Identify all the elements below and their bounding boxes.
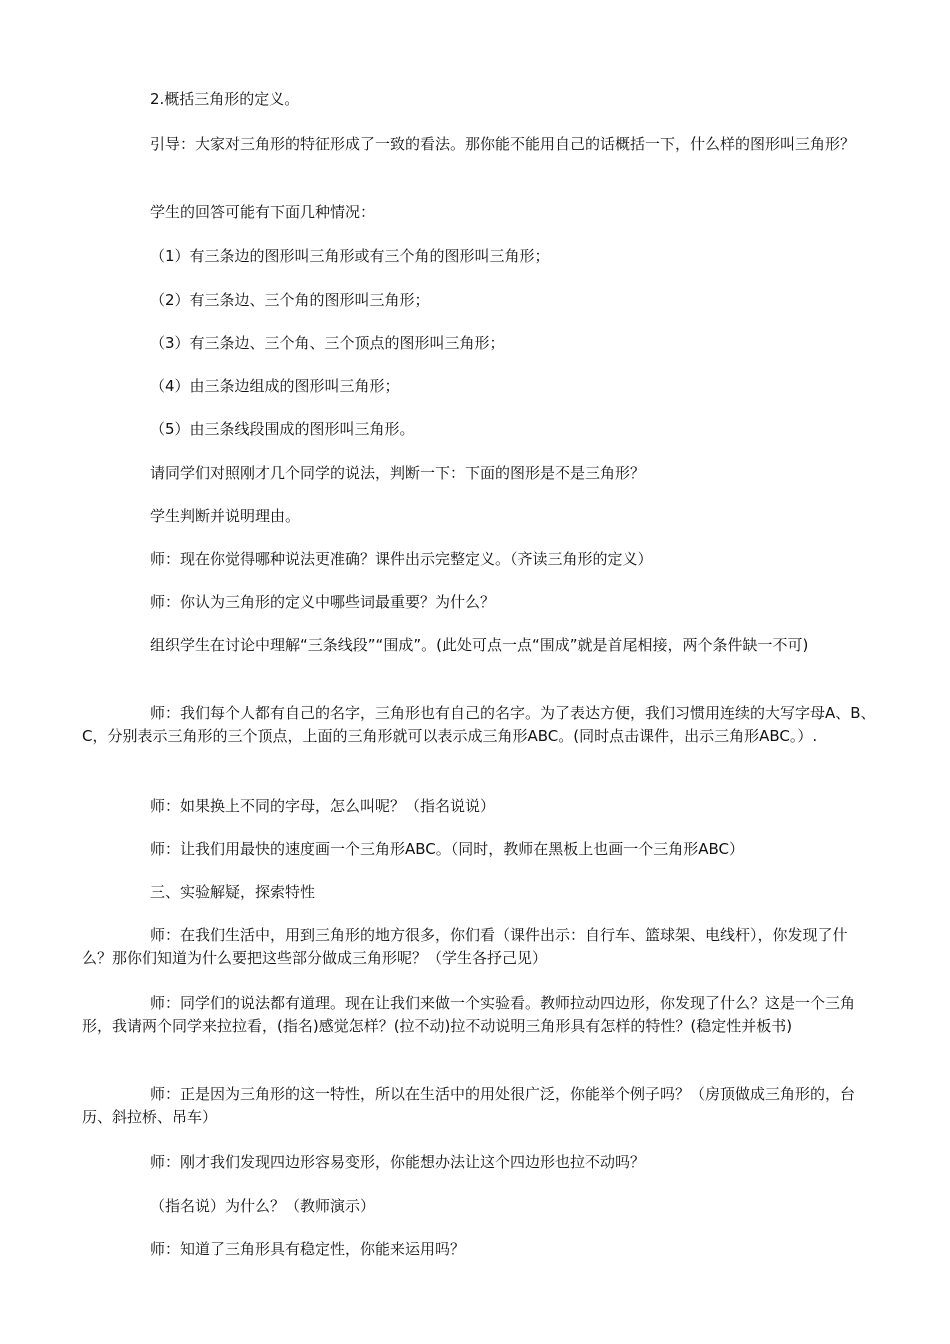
list-item-answer-5: （5）由三条线段围成的图形叫三角形。 [150, 420, 415, 438]
paragraph-student-answers-intro: 学生的回答可能有下面几种情况： [150, 203, 376, 221]
paragraph-teacher-quadrilateral: 师：刚才我们发现四边形容易变形，你能想办法让这个四边形也拉不动吗？ [150, 1153, 646, 1171]
paragraph-teacher-stability-use: 师：正是因为三角形的这一特性，所以在生活中的用处很广泛，你能举个例子吗？（房顶做成三角形的，台历、斜拉桥、吊车） [82, 1085, 856, 1126]
paragraph-guide: 引导：大家对三角形的特征形成了一致的看法。那你能不能用自己的话概括一下，什么样的图形叫三角形？ [150, 135, 856, 153]
paragraph-teacher-draw: 师：让我们用最快的速度画一个三角形ABC。（同时，教师在黑板上也画一个三角形ABC） [150, 840, 745, 858]
section-heading-definition: 2.概括三角形的定义。 [150, 90, 300, 108]
paragraph-teacher-key-words: 师：你认为三角形的定义中哪些词最重要？为什么？ [150, 593, 496, 611]
list-item-answer-3: （3）有三条边、三个角、三个顶点的图形叫三角形； [150, 334, 505, 352]
section-heading-experiment: 三、实验解疑，探索特性 [150, 883, 316, 901]
list-item-answer-1: （1）有三条边的图形叫三角形或有三个角的图形叫三角形； [150, 247, 550, 265]
paragraph-teacher-life-examples: 师：在我们生活中，用到三角形的地方很多，你们看（课件出示：自行车、篮球架、电线杆），你发现了什么？那你们知道为什么要把这些部分做成三角形呢？（学生各抒己见） [82, 926, 848, 967]
paragraph-student-judge: 学生判断并说明理由。 [150, 507, 301, 525]
paragraph-teacher-experiment: 师：同学们的说法都有道理。现在让我们来做一个实验看。教师拉动四边形，你发现了什么？这是一个三角形，我请两个同学来拉拉看，(指名)感觉怎样？(拉不动)拉不动说明三角形具有怎样的特性？(稳定性并板书) [82, 994, 856, 1035]
paragraph-teacher-letters: 师：如果换上不同的字母，怎么叫呢？（指名说说） [150, 797, 496, 815]
paragraph-judge-shapes: 请同学们对照刚才几个同学的说法，判断一下：下面的图形是不是三角形？ [150, 464, 646, 482]
list-item-answer-2: （2）有三条边、三个角的图形叫三角形； [150, 291, 430, 309]
paragraph-teacher-apply: 师：知道了三角形具有稳定性，你能来运用吗？ [150, 1240, 466, 1258]
paragraph-discussion: 组织学生在讨论中理解“三条线段”“围成”。(此处可点一点“围成”就是首尾相接，两个条件缺一不可) [150, 636, 809, 654]
paragraph-demo: （指名说）为什么？（教师演示） [150, 1197, 376, 1215]
paragraph-teacher-accurate: 师：现在你觉得哪种说法更准确？课件出示完整定义。（齐读三角形的定义） [150, 550, 653, 568]
paragraph-teacher-naming: 师：我们每个人都有自己的名字，三角形也有自己的名字。为了表达方便，我们习惯用连续的大写字母A、B、C，分别表示三角形的三个顶点，上面的三角形就可以表示成三角形ABC。(同时点击课件，出示三角形ABC。）. [82, 704, 876, 745]
list-item-answer-4: （4）由三条边组成的图形叫三角形； [150, 377, 400, 395]
